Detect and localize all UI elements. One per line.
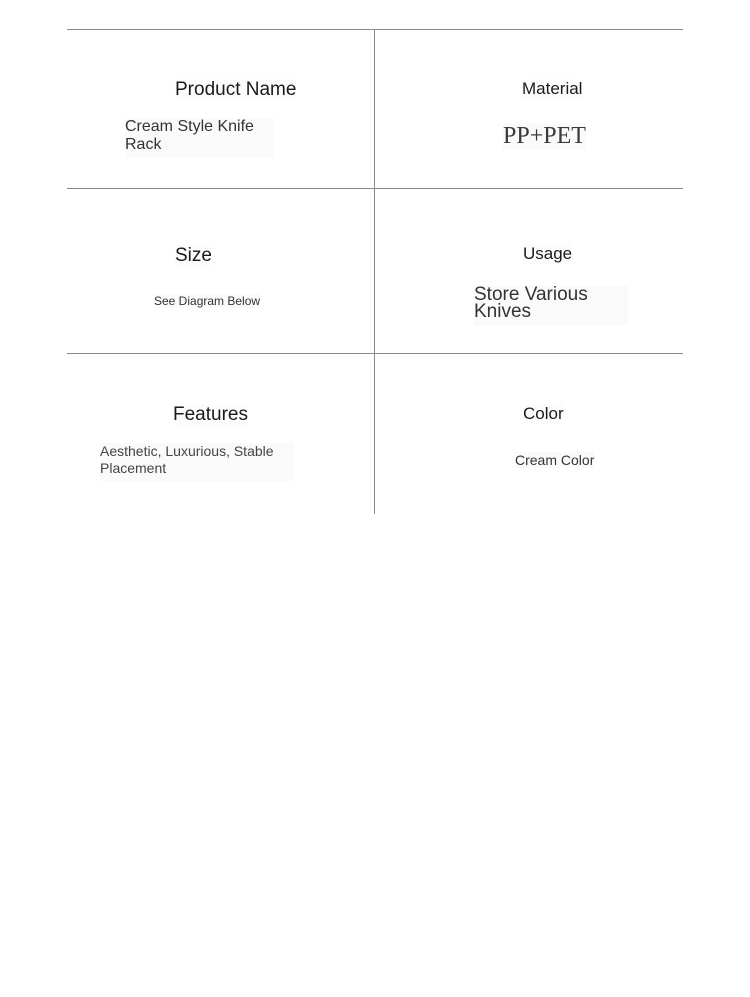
usage-value-line-1: Store Various: [474, 284, 588, 305]
material-label: Material: [522, 79, 583, 98]
product-name-value: [125, 118, 274, 158]
grid-row-divider-2: [67, 353, 683, 354]
color-label: Color: [523, 404, 564, 423]
grid-column-divider: [374, 29, 375, 514]
grid-top-line: [67, 29, 683, 30]
grid-row-divider-1: [67, 188, 683, 189]
usage-label: Usage: [523, 244, 573, 263]
usage-value: [474, 286, 628, 326]
product-name-value-line-2: Rack: [125, 136, 162, 153]
usage-value-line-2: Knives: [474, 301, 532, 322]
product-name-label: Product Name: [175, 79, 297, 100]
features-value-line-1: Aesthetic, Luxurious, Stable: [100, 443, 274, 459]
color-value: Cream Color: [515, 452, 595, 468]
product-name-value-line-1: Cream Style Knife: [125, 118, 254, 135]
features-label: Features: [173, 404, 248, 425]
features-value-line-2: Placement: [100, 460, 167, 476]
features-value: [100, 443, 294, 481]
size-label: Size: [175, 245, 212, 266]
size-value: See Diagram Below: [154, 294, 261, 308]
material-value: PP+PET: [503, 123, 586, 149]
